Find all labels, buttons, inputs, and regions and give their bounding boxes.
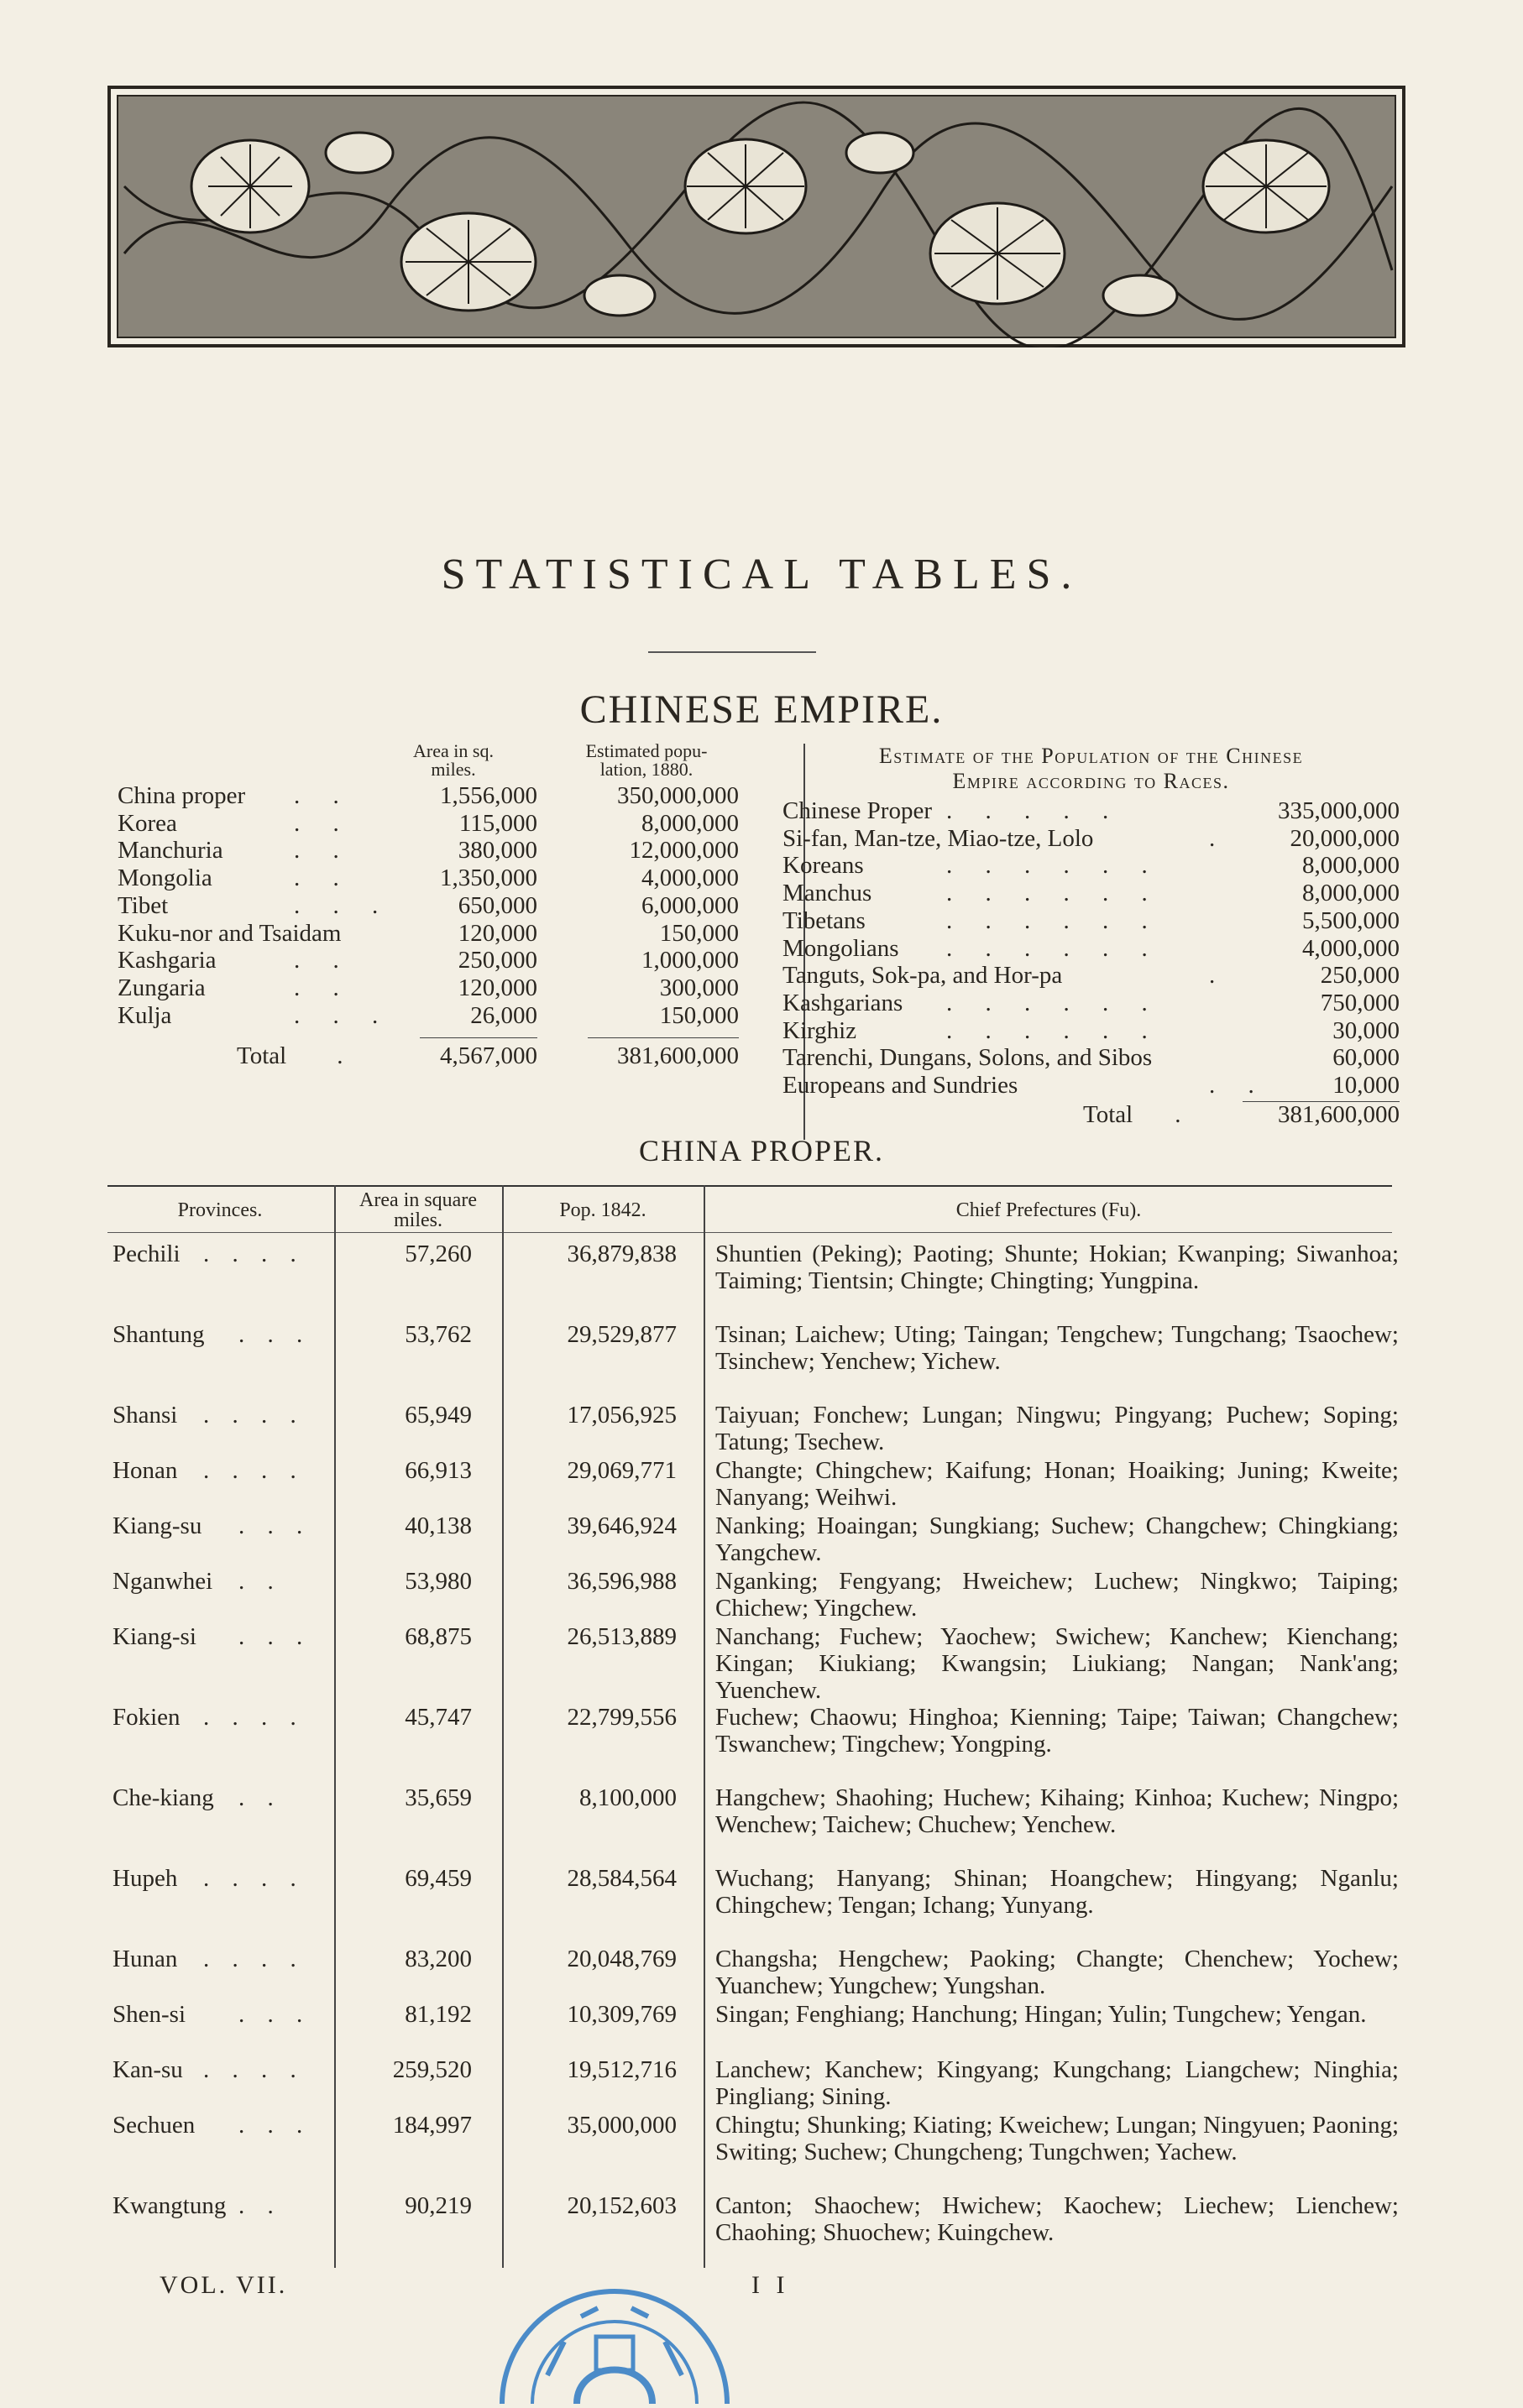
province-prefectures: Taiyuan; Fonchew; Lungan; Ningwu; Pingyang; Puchew; Soping; Tatung; Tsechew. bbox=[715, 1402, 1399, 1455]
province-area: 68,875 bbox=[405, 1623, 472, 1650]
population-value: 4,000,000 bbox=[641, 864, 739, 892]
region-name: Kashgaria bbox=[118, 947, 217, 974]
leader-dots: . . . . . . bbox=[946, 989, 1161, 1016]
area-total-value: 4,567,000 bbox=[440, 1042, 537, 1069]
province-name bbox=[113, 1512, 311, 1539]
province-label: Kwangtung bbox=[113, 2192, 227, 2219]
region-name: Mongolia bbox=[118, 864, 212, 892]
population-value: 150,000 bbox=[659, 919, 739, 947]
region-name: Kuku-nor and Tsaidam bbox=[118, 919, 342, 947]
total-label: Total bbox=[1083, 1101, 1133, 1128]
race-population-value: 8,000,000 bbox=[1302, 880, 1400, 907]
race-name: Koreans bbox=[782, 852, 864, 880]
leader-dots: . . . . . . bbox=[946, 934, 1161, 962]
province-name bbox=[113, 1704, 305, 1731]
ornamental-header-banner bbox=[107, 86, 1405, 347]
province-name bbox=[113, 1457, 305, 1484]
province-area: 57,260 bbox=[405, 1241, 472, 1267]
library-stamp bbox=[497, 2283, 732, 2404]
area-column-header bbox=[395, 742, 512, 779]
leader-dots: . . bbox=[238, 2192, 282, 2219]
page-title: STATISTICAL TABLES. bbox=[441, 551, 1082, 598]
province-prefectures: Shuntien (Peking); Paoting; Shunte; Hokian; Kwanping; Siwanhoa; Taiming; Tientsin; Chingte; Chingting; Yungpina. bbox=[715, 1241, 1399, 1294]
population-column-header bbox=[554, 742, 739, 779]
leader-dots: . . . . bbox=[203, 2056, 305, 2083]
race-name: Europeans and Sundries bbox=[782, 1072, 1018, 1099]
province-population: 10,309,769 bbox=[567, 2001, 677, 2028]
leader-dots: . . bbox=[294, 974, 353, 1001]
race-population-value: 10,000 bbox=[1332, 1072, 1400, 1099]
region-name: Kulja bbox=[118, 1001, 172, 1029]
province-name bbox=[113, 1865, 305, 1892]
province-area: 69,459 bbox=[405, 1865, 472, 1892]
province-label: Honan bbox=[113, 1457, 178, 1484]
province-population: 29,069,771 bbox=[567, 1457, 677, 1484]
province-population: 17,056,925 bbox=[567, 1402, 677, 1429]
region-name: Manchuria bbox=[118, 837, 223, 864]
province-name bbox=[113, 2056, 305, 2083]
province-name bbox=[113, 1623, 311, 1650]
province-population: 22,799,556 bbox=[567, 1704, 677, 1731]
race-name: Manchus bbox=[782, 880, 872, 907]
races-total-label bbox=[1083, 1101, 1180, 1128]
race-row-name bbox=[782, 934, 1161, 962]
race-row-name bbox=[782, 880, 1161, 907]
leader-dots: . . . bbox=[238, 2112, 311, 2139]
leader-dots: . . . . bbox=[203, 1457, 305, 1484]
race-name: Si-fan, Man-tze, Miao-tze, Lolo bbox=[782, 824, 1094, 852]
leader-dots: . . bbox=[294, 782, 353, 809]
province-population: 8,100,000 bbox=[579, 1784, 677, 1811]
province-prefectures: Chingtu; Shunking; Kiating; Kweichew; Lungan; Ningyuen; Paoning; Switing; Suchew; Chungcheng; Tungchwen; Yachew. bbox=[715, 2112, 1399, 2165]
population-value: 150,000 bbox=[659, 1001, 739, 1029]
leader-dots: . . . . bbox=[203, 1402, 305, 1429]
province-prefectures: Nanchang; Fuchew; Yaochew; Swichew; Kanchew; Kienchang; Kingan; Kiukiang; Kwangsin; Liukiang; Nangan; Nank'ang; Yuenchew. bbox=[715, 1623, 1399, 1704]
leader-dots: . . . bbox=[238, 1512, 311, 1539]
race-row-name bbox=[782, 824, 1229, 852]
area-row-name bbox=[118, 891, 392, 919]
province-area: 184,997 bbox=[392, 2112, 472, 2139]
population-header-line: lation, 1880. bbox=[599, 759, 693, 780]
area-header-line: miles. bbox=[431, 759, 476, 780]
leader-dots: . . . . bbox=[203, 1704, 305, 1731]
province-population: 26,513,889 bbox=[567, 1623, 677, 1650]
province-label: Shen-si bbox=[113, 2001, 186, 2028]
race-population-value: 8,000,000 bbox=[1302, 852, 1400, 880]
leader-dots: . . . bbox=[238, 1321, 311, 1348]
volume-label: VOL. VII. bbox=[160, 2271, 288, 2299]
table-header-rule bbox=[107, 1232, 1392, 1233]
region-name: Korea bbox=[118, 809, 177, 837]
races-heading-line: Empire according to Races. bbox=[952, 769, 1230, 793]
province-population: 36,879,838 bbox=[567, 1241, 677, 1267]
province-population: 20,048,769 bbox=[567, 1946, 677, 1972]
chief-prefectures-header: Chief Prefectures (Fu). bbox=[955, 1199, 1142, 1221]
province-population: 35,000,000 bbox=[567, 2112, 677, 2139]
area-square-miles-header bbox=[336, 1190, 500, 1230]
population-value: 350,000,000 bbox=[617, 782, 739, 809]
province-label: Kan-su bbox=[113, 2056, 183, 2083]
total-dots: . bbox=[337, 1042, 343, 1069]
races-table-heading bbox=[782, 744, 1400, 794]
leader-dots: . . . bbox=[294, 1001, 392, 1029]
area-total-label bbox=[237, 1042, 343, 1069]
province-label: Shantung bbox=[113, 1321, 205, 1348]
population-value: 300,000 bbox=[659, 974, 739, 1001]
area-value: 250,000 bbox=[458, 947, 537, 974]
area-value: 120,000 bbox=[458, 974, 537, 1001]
race-population-value: 335,000,000 bbox=[1278, 797, 1400, 824]
region-name: China proper bbox=[118, 782, 246, 809]
province-area: 83,200 bbox=[405, 1946, 472, 1972]
leader-dots: . . bbox=[238, 1784, 282, 1811]
province-area: 35,659 bbox=[405, 1784, 472, 1811]
race-name: Tibetans bbox=[782, 906, 866, 934]
province-prefectures: Changsha; Hengchew; Paoking; Changte; Chenchew; Yochew; Yuanchew; Yungchew; Yungshan. bbox=[715, 1946, 1399, 1999]
race-population-value: 30,000 bbox=[1332, 1016, 1400, 1044]
area-value: 120,000 bbox=[458, 919, 537, 947]
province-population: 29,529,877 bbox=[567, 1321, 677, 1348]
leader-dots: . . . . . . bbox=[946, 852, 1161, 880]
race-name: Kirghiz bbox=[782, 1016, 857, 1044]
province-label: Pechili bbox=[113, 1241, 181, 1267]
province-population: 39,646,924 bbox=[567, 1512, 677, 1539]
table-column-rule bbox=[704, 1185, 705, 2268]
province-name bbox=[113, 1946, 305, 1972]
province-prefectures: Nanking; Hoaingan; Sungkiang; Suchew; Changchew; Chingkiang; Yangchew. bbox=[715, 1512, 1399, 1566]
race-name: Tanguts, Sok-pa, and Hor-pa bbox=[782, 962, 1063, 990]
province-area: 45,747 bbox=[405, 1704, 472, 1731]
race-row-name bbox=[782, 1072, 1268, 1099]
floral-ornament-icon bbox=[107, 86, 1405, 347]
race-population-value: 750,000 bbox=[1320, 989, 1400, 1016]
province-label: Hunan bbox=[113, 1946, 178, 1972]
province-area: 65,949 bbox=[405, 1402, 472, 1429]
area-row-name bbox=[118, 782, 353, 809]
area-value: 650,000 bbox=[458, 891, 537, 919]
area-value: 115,000 bbox=[458, 809, 537, 837]
province-prefectures: Canton; Shaochew; Hwichew; Kaochew; Liechew; Lienchew; Chaohing; Shuochew; Kuingchew. bbox=[715, 2192, 1399, 2246]
province-label: Kiang-si bbox=[113, 1623, 196, 1650]
area-value: 380,000 bbox=[458, 837, 537, 864]
area-header-line: Area in sq. bbox=[413, 740, 494, 761]
table-column-rule bbox=[334, 1185, 336, 2268]
province-population: 20,152,603 bbox=[567, 2192, 677, 2219]
province-label: Shansi bbox=[113, 1402, 178, 1429]
leader-dots: . . . bbox=[238, 2001, 311, 2028]
population-value: 1,000,000 bbox=[641, 947, 739, 974]
leader-dots: . . . . . . bbox=[946, 880, 1161, 907]
province-name bbox=[113, 1321, 311, 1348]
area-row-name bbox=[118, 920, 341, 947]
race-population-value: 250,000 bbox=[1320, 962, 1400, 990]
race-population-value: 20,000,000 bbox=[1290, 824, 1400, 852]
leader-dots: . . bbox=[294, 864, 353, 892]
leader-dots: . . bbox=[238, 1568, 282, 1595]
province-population: 28,584,564 bbox=[567, 1865, 677, 1892]
provinces-header: Provinces. bbox=[177, 1199, 263, 1221]
leader-dots: . bbox=[1209, 824, 1229, 852]
province-prefectures: Hangchew; Shaohing; Huchew; Kihaing; Kinhoa; Kuchew; Ningpo; Wenchew; Taichew; Chuchew; Yenchew. bbox=[715, 1784, 1399, 1838]
area-row-name bbox=[118, 974, 353, 1001]
leader-dots: . . . . . bbox=[946, 797, 1123, 824]
museum-seal-icon bbox=[497, 2283, 732, 2404]
area-row-name bbox=[118, 809, 353, 837]
province-label: Kiang-su bbox=[113, 1512, 202, 1539]
area-total-rule bbox=[420, 1037, 537, 1038]
province-area: 66,913 bbox=[405, 1457, 472, 1484]
race-row-name bbox=[782, 962, 1229, 990]
province-label: Sechuen bbox=[113, 2112, 196, 2139]
race-name: Tarenchi, Dungans, Solons, and Sibos bbox=[782, 1044, 1153, 1072]
population-total-rule bbox=[588, 1037, 739, 1038]
race-name: Chinese Proper bbox=[782, 797, 932, 824]
area-value: 1,556,000 bbox=[440, 782, 537, 809]
province-area: 90,219 bbox=[405, 2192, 472, 2219]
leader-dots: . . bbox=[294, 837, 353, 864]
leader-dots: . . bbox=[1209, 1072, 1268, 1099]
race-row-name bbox=[782, 1044, 1152, 1071]
leader-dots: . . . bbox=[238, 1623, 311, 1650]
province-prefectures: Singan; Fenghiang; Hanchung; Hingan; Yulin; Tungchew; Yengan. bbox=[715, 2001, 1367, 2028]
table-column-rule bbox=[502, 1185, 504, 2268]
province-name bbox=[113, 1784, 282, 1811]
province-prefectures: Nganking; Fengyang; Hweichew; Luchew; Ningkwo; Taiping; Chichew; Yingchew. bbox=[715, 1568, 1399, 1622]
province-name bbox=[113, 2192, 282, 2219]
races-heading-line: Estimate of the Population of the Chinese bbox=[878, 744, 1304, 768]
population-1842-header: Pop. 1842. bbox=[559, 1199, 646, 1221]
leader-dots: . . bbox=[294, 809, 353, 837]
province-population: 36,596,988 bbox=[567, 1568, 677, 1595]
province-label: Fokien bbox=[113, 1704, 181, 1731]
empire-section-title: CHINESE EMPIRE. bbox=[579, 687, 944, 732]
province-prefectures: Lanchew; Kanchew; Kingyang; Kungchang; Liangchew; Ninghia; Pingliang; Sining. bbox=[715, 2056, 1399, 2110]
province-area: 81,192 bbox=[405, 2001, 472, 2028]
race-row-name bbox=[782, 797, 1123, 824]
province-prefectures: Changte; Chingchew; Kaifung; Honan; Hoaiking; Juning; Kweite; Nanyang; Weihwi. bbox=[715, 1457, 1399, 1511]
province-area: 53,980 bbox=[405, 1568, 472, 1595]
leader-dots: . . . . bbox=[203, 1865, 305, 1892]
leader-dots: . . . . bbox=[203, 1946, 305, 1972]
signature-mark: I I bbox=[751, 2271, 790, 2299]
province-label: Nganwhei bbox=[113, 1568, 213, 1595]
total-label: Total bbox=[237, 1042, 287, 1069]
area-value: 26,000 bbox=[470, 1001, 537, 1029]
race-population-value: 5,500,000 bbox=[1302, 906, 1400, 934]
race-row-name bbox=[782, 1016, 1161, 1044]
province-name bbox=[113, 2001, 311, 2028]
total-dots: . bbox=[1175, 1101, 1181, 1128]
race-name: Mongolians bbox=[782, 934, 899, 962]
province-name bbox=[113, 1402, 305, 1429]
area-row-name bbox=[118, 864, 353, 892]
race-population-value: 4,000,000 bbox=[1302, 934, 1400, 962]
province-area: 40,138 bbox=[405, 1512, 472, 1539]
region-name: Tibet bbox=[118, 891, 169, 919]
province-area: 259,520 bbox=[392, 2056, 472, 2083]
race-population-value: 60,000 bbox=[1332, 1044, 1400, 1072]
leader-dots: . . . bbox=[294, 891, 392, 919]
area-value: 1,350,000 bbox=[440, 864, 537, 892]
leader-dots: . . . . . . bbox=[946, 1016, 1161, 1044]
province-prefectures: Tsinan; Laichew; Uting; Taingan; Tengchew; Tungchang; Tsaochew; Tsinchew; Yenchew; Yichew. bbox=[715, 1321, 1399, 1375]
area-row-name bbox=[118, 947, 353, 974]
leader-dots: . bbox=[1209, 962, 1229, 990]
leader-dots: . . . . . . bbox=[946, 906, 1161, 934]
population-total-value: 381,600,000 bbox=[617, 1042, 739, 1069]
province-label: Che-kiang bbox=[113, 1784, 214, 1811]
race-row-name bbox=[782, 989, 1161, 1016]
province-prefectures: Wuchang; Hanyang; Shinan; Hoangchew; Hingyang; Nganlu; Chingchew; Tengan; Ichang; Yunyang. bbox=[715, 1865, 1399, 1919]
province-label: Hupeh bbox=[113, 1865, 178, 1892]
population-value: 12,000,000 bbox=[629, 837, 739, 864]
province-population: 19,512,716 bbox=[567, 2056, 677, 2083]
area-header-line: miles. bbox=[394, 1209, 442, 1231]
title-divider bbox=[648, 651, 816, 653]
population-value: 8,000,000 bbox=[641, 809, 739, 837]
area-header-line: Area in square bbox=[359, 1189, 477, 1211]
china-proper-title: CHINA PROPER. bbox=[638, 1134, 885, 1167]
province-name bbox=[113, 1241, 305, 1267]
race-row-name bbox=[782, 852, 1161, 880]
population-header-line: Estimated popu- bbox=[585, 740, 708, 761]
leader-dots: . . . . bbox=[203, 1241, 305, 1267]
area-row-name bbox=[118, 837, 353, 864]
province-prefectures: Fuchew; Chaowu; Hinghoa; Kienning; Taipe; Taiwan; Changchew; Tswanchew; Tingchew; Yongping. bbox=[715, 1704, 1399, 1758]
leader-dots: . . bbox=[294, 947, 353, 974]
province-name bbox=[113, 2112, 311, 2139]
province-name bbox=[113, 1568, 282, 1595]
population-value: 6,000,000 bbox=[641, 891, 739, 919]
province-area: 53,762 bbox=[405, 1321, 472, 1348]
race-row-name bbox=[782, 906, 1161, 934]
races-total-value: 381,600,000 bbox=[1278, 1101, 1400, 1128]
race-name: Kashgarians bbox=[782, 989, 903, 1016]
area-row-name bbox=[118, 1001, 392, 1029]
region-name: Zungaria bbox=[118, 974, 206, 1001]
table-top-rule bbox=[107, 1185, 1392, 1187]
